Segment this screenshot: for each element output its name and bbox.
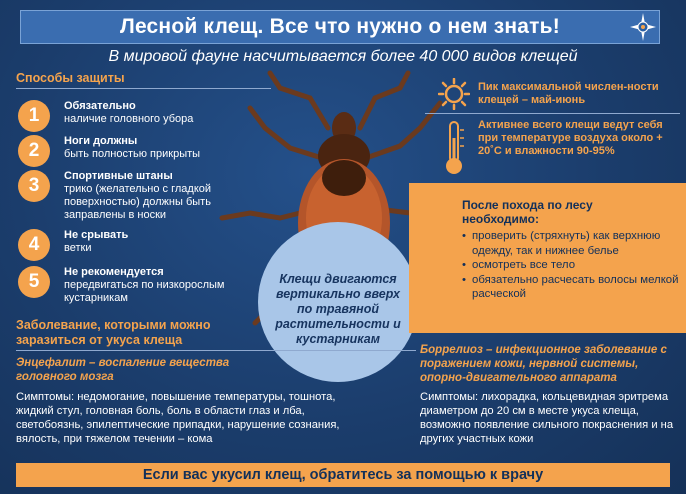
step-title: Спортивные штаны <box>64 170 173 182</box>
peak-season-text: Пик максимальной числен-ности клещей – май-июнь <box>478 81 659 106</box>
encephalitis-symptoms: Симптомы: недомогание, повышение температуры, тошнота, жидкий стул, головная боль, боль в области глаз и лба, светобоязнь, эпилептические припадки, нарушение сознания, вялость, при тяжелом течении – кома <box>16 391 340 445</box>
list-item: • обязательно расчесать волосы мелкой расческой <box>462 273 684 302</box>
step-title: Не срывать <box>64 229 129 241</box>
step-text: трико (желательно с гладкой поверхностью) должны быть заправлены в носки <box>64 183 212 221</box>
step-text: передвигаться по низкорослым кустарникам <box>64 279 225 304</box>
step-text: наличие головного убора <box>64 113 194 125</box>
list-item: • осмотреть все тело <box>462 258 684 273</box>
borreliosis-symptoms: Симптомы: лихорадка, кольцевидная эритрема диаметром до 20 см в месте укуса клеща, возможно появление сильного покраснения и на других участных кожи <box>420 391 674 445</box>
emergency-star-icon <box>628 12 658 42</box>
step-number: 5 <box>18 266 50 298</box>
bottom-banner <box>16 463 670 487</box>
step-text: ветки <box>64 242 92 254</box>
step-title: Не рекомендуется <box>64 266 164 278</box>
encephalitis-title: Энцефалит – воспаление вещества головного мозга <box>16 357 230 383</box>
step-number: 4 <box>18 229 50 261</box>
divider <box>16 88 271 89</box>
step-number: 2 <box>18 135 50 167</box>
protection-heading: Способы защиты <box>16 71 125 85</box>
step-title: Обязательно <box>64 100 136 112</box>
divider <box>16 350 416 351</box>
bottom-banner-text: Если вас укусил клещ, обратитесь за помощью к врачу <box>142 467 544 483</box>
borreliosis-title: Боррелиоз – инфекционное заболевание с поражением кожи, нервной системы, опорно-двигательного аппарата <box>420 344 667 384</box>
list-item: • проверить (стряхнуть) как верхнюю одежду, так и нижнее белье <box>462 229 684 258</box>
after-hike-list <box>462 229 684 302</box>
step-number: 1 <box>18 100 50 132</box>
thermometer-icon <box>442 120 466 176</box>
divider <box>425 113 680 114</box>
page-title: Лесной клещ. Все что нужно о нем знать! <box>120 15 560 38</box>
title-bar <box>20 10 660 44</box>
sun-icon <box>438 78 470 110</box>
step-number: 3 <box>18 170 50 202</box>
activity-conditions-text: Активнее всего клещи ведут себя при температуре воздуха около + 20˚С и влажности 90-95% <box>478 119 663 157</box>
step-title: Ноги должны <box>64 135 138 147</box>
disease-heading: Заболевание, которыми можно заразиться от укуса клеща <box>16 318 211 347</box>
after-hike-title: После похода по лесу необходимо: <box>462 198 593 226</box>
subtitle: В мировой фауне насчитывается более 40 000 видов клещей <box>108 48 578 65</box>
step-text: быть полностью прикрыты <box>64 148 201 160</box>
circle-text: Клещи двигаются вертикально вверх по травяной растительности и кустарникам <box>275 272 401 346</box>
